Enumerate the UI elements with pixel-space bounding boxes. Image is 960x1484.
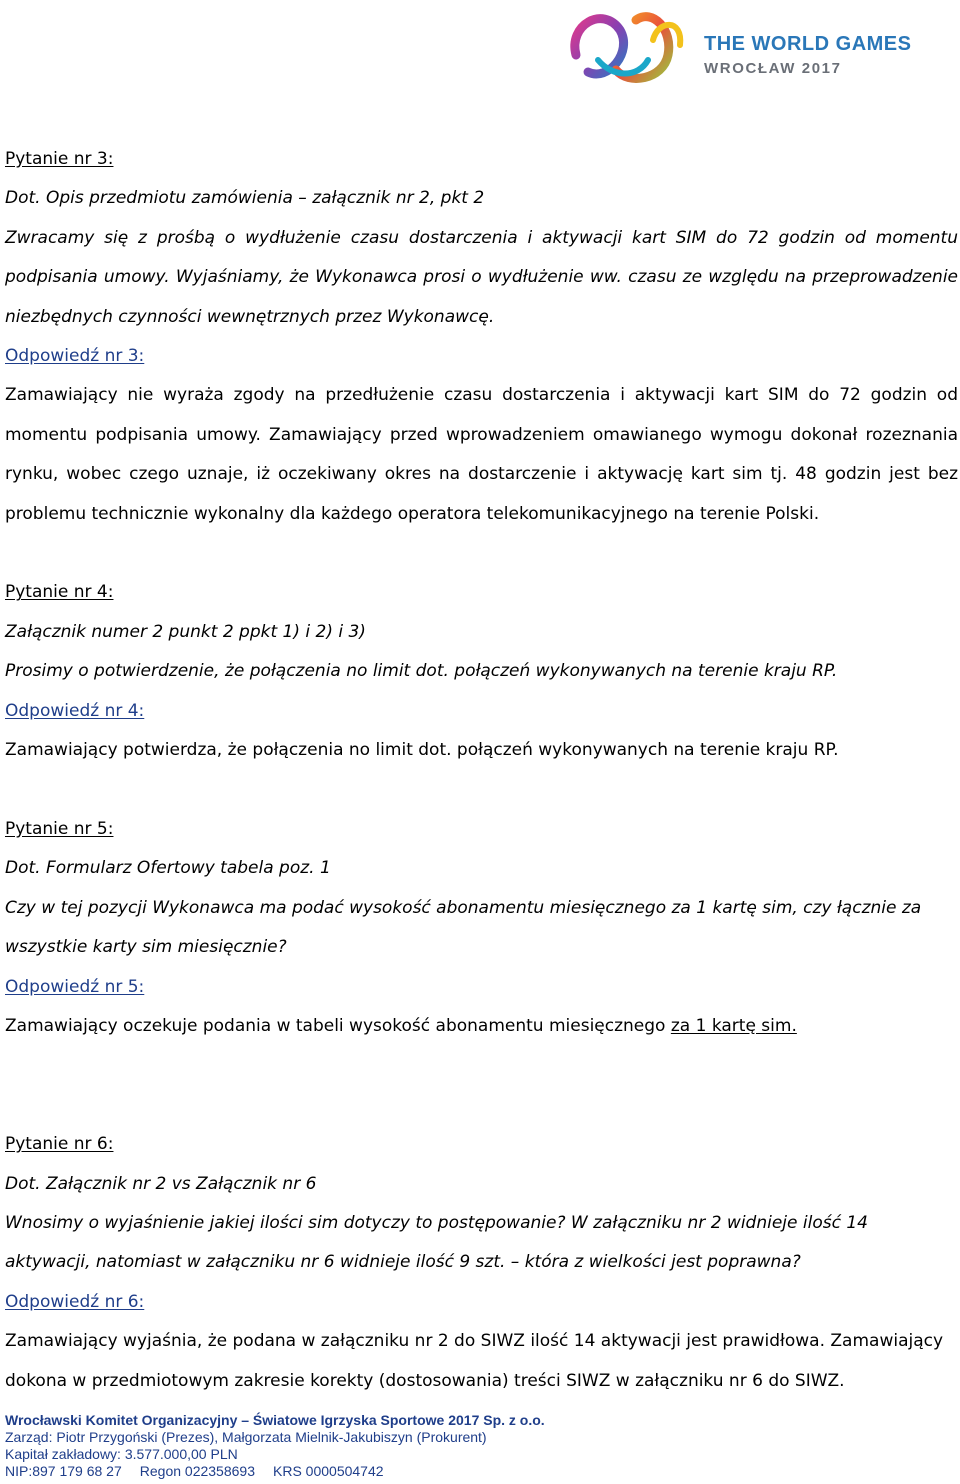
spacer [5, 534, 958, 573]
question-5-title: Pytanie nr 5: [5, 818, 114, 839]
answer-6-title: Odpowiedź nr 6: [5, 1291, 145, 1312]
answer-4-body: Zamawiający potwierdza, że połączenia no limit dot. połączeń wykonywanych na terenie kraju RP. [5, 740, 839, 761]
answer-5-title: Odpowiedź nr 5: [5, 976, 145, 997]
footer-nip: NIP:897 179 68 27 [5, 1463, 122, 1479]
footer-capital: Kapitał zakładowy: 3.577.000,00 PLN [5, 1446, 238, 1462]
footer-organization: Wrocławski Komitet Organizacyjny – Światowe Igrzyska Sportowe 2017 Sp. z o.o. [5, 1412, 545, 1428]
spacer [5, 770, 958, 809]
question-6-reference: Dot. Załącznik nr 2 vs Załącznik nr 6 [5, 1173, 317, 1194]
footer-registry [5, 1463, 545, 1480]
footer-board: Zarząd: Piotr Przygoński (Prezes), Małgorzata Mielnik-Jakubiszyn (Prokurent) [5, 1429, 487, 1445]
question-3-reference: Dot. Opis przedmiotu zamówienia – załącznik nr 2, pkt 2 [5, 188, 485, 209]
question-4-body: Prosimy o potwierdzenie, że połączenia no limit dot. połączeń wykonywanych na terenie kraju RP. [5, 661, 838, 682]
footer [5, 1412, 545, 1480]
spacer [5, 1046, 958, 1125]
question-5-body: Czy w tej pozycji Wykonawca ma podać wysokość abonamentu miesięcznego za 1 kartę sim, czy łącznie za wszystkie karty sim miesięcznie? [5, 897, 922, 958]
world-games-emblem-icon [558, 0, 708, 92]
answer-4-title: Odpowiedź nr 4: [5, 700, 145, 721]
question-3-body: Zwracamy się z prośbą o wydłużenie czasu dostarczenia i aktywacji kart SIM do 72 godzin od momentu podpisania umowy. Wyjaśniamy, że Wykonawca prosi o wydłużenie ww. czasu ze względu na przeprowadzenie niezbędnych czynności wewnętrznych przez Wykonawcę. [5, 227, 958, 327]
answer-3-title: Odpowiedź nr 3: [5, 346, 145, 367]
footer-krs: KRS 0000504742 [273, 1463, 384, 1479]
question-4-title: Pytanie nr 4: [5, 582, 114, 603]
answer-6-body: Zamawiający wyjaśnia, że podana w załączniku nr 2 do SIWZ ilość 14 aktywacji jest prawidłowa. Zamawiający dokona w przedmiotowym zakresie korekty (dostosowania) treści SIWZ w załączniku nr 6 do SIWZ. [5, 1331, 944, 1391]
question-6-body: Wnosimy o wyjaśnienie jakiej ilości sim dotyczy to postępowanie? W załączniku nr 2 widnieje ilość 14 aktywacji, natomiast w załączniku nr 6 widnieje ilość 9 szt. – która z wielkości jest poprawna? [5, 1212, 868, 1273]
answer-5-underlined-text: za 1 kartę sim. [670, 1015, 797, 1036]
footer-regon: Regon 022358693 [139, 1463, 255, 1479]
document-body [5, 140, 958, 1401]
question-6-title: Pytanie nr 6: [5, 1134, 114, 1155]
question-3-title: Pytanie nr 3: [5, 149, 114, 169]
answer-5-text: Zamawiający oczekuje podania w tabeli wysokość abonamentu miesięcznego [5, 1015, 671, 1036]
logo-title: THE WORLD GAMES [704, 33, 912, 55]
question-5-reference: Dot. Formularz Ofertowy tabela poz. 1 [5, 858, 331, 879]
question-4-reference: Załącznik numer 2 punkt 2 ppkt 1) i 2) i 3) [5, 621, 366, 642]
answer-3-body: Zamawiający nie wyraża zgody na przedłużenie czasu dostarczenia i aktywacji kart SIM do 72 godzin od momentu podpisania umowy. Zamawiający przed wprowadzeniem omawianego wymogu dokonał rozeznania rynku, wobec czego uznaje, iż oczekiwany okres na dostarczenie i aktywację kart sim tj. 48 godzin jest bez problemu technicznie wykonalny dla każdego operatora telekomunikacyjnego na terenie Polski. [5, 385, 958, 524]
logo-subtitle: WROCŁAW 2017 [704, 60, 842, 77]
answer-5-body [5, 1007, 958, 1046]
